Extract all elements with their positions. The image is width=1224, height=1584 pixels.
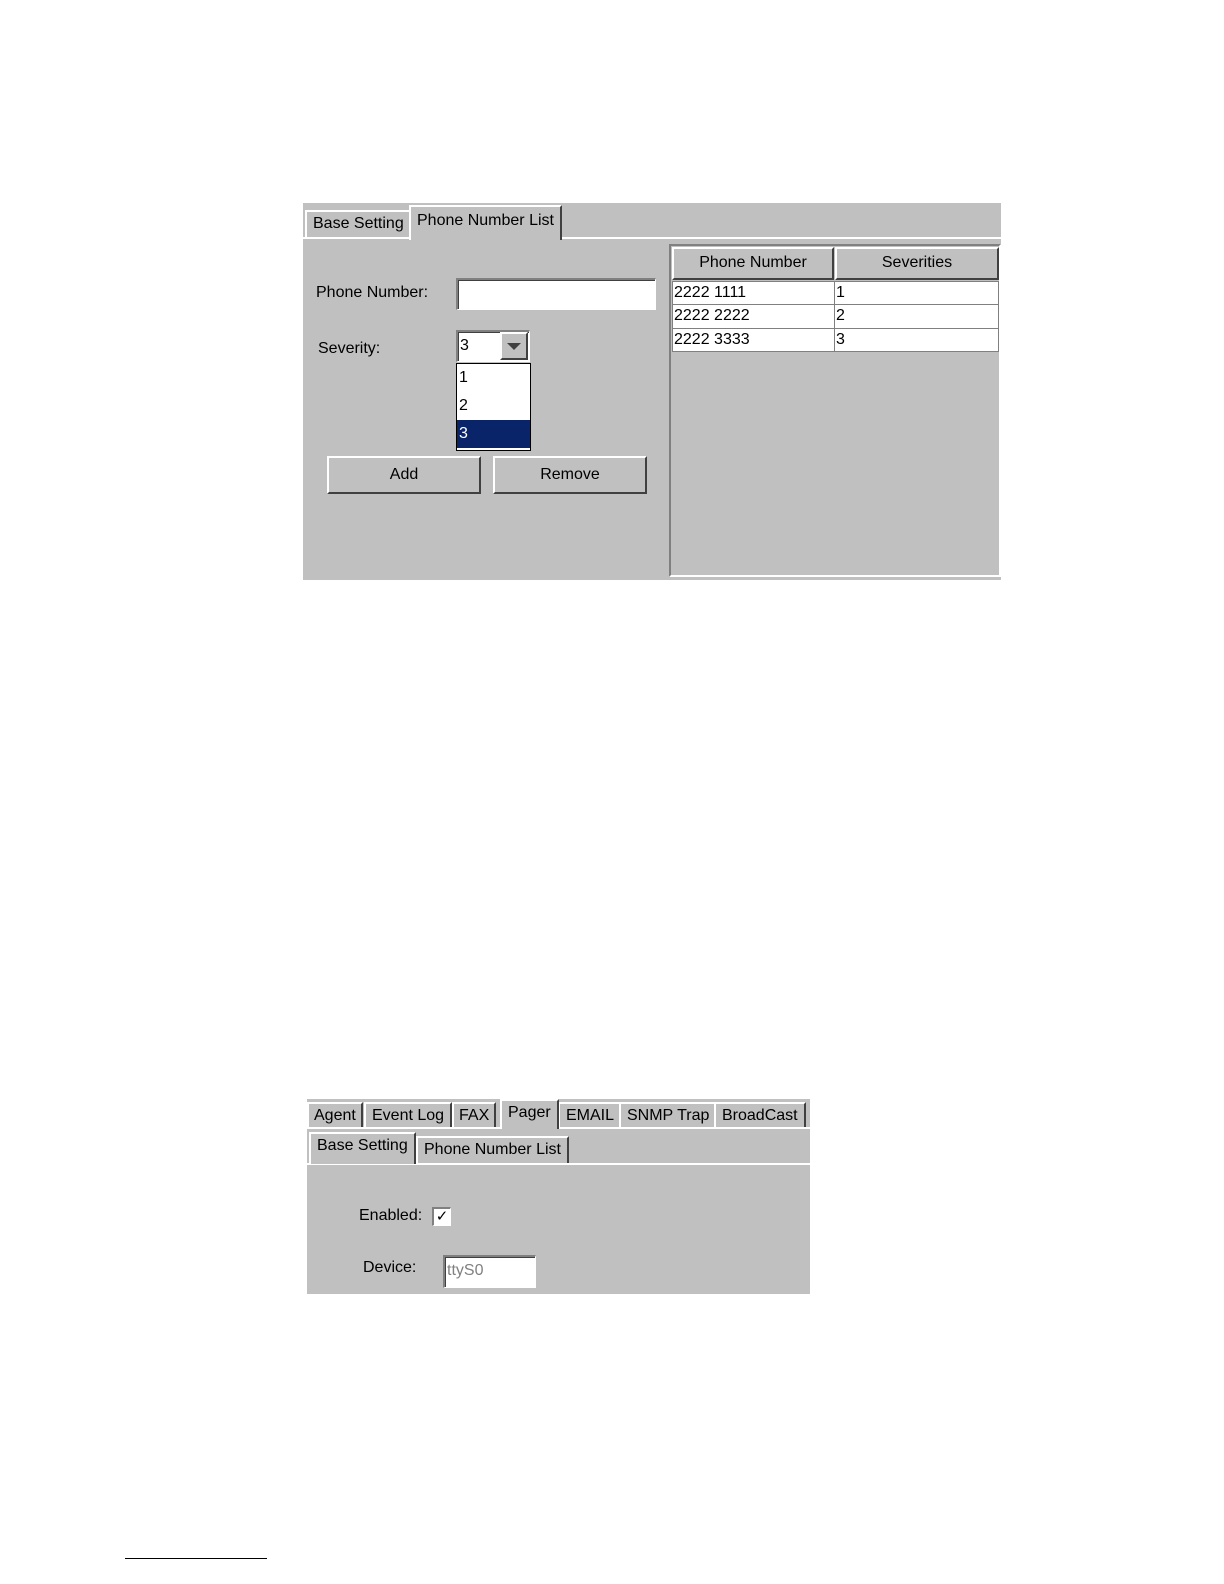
tab-agent[interactable]: Agent [307, 1102, 363, 1128]
table-cell-phone[interactable]: 2222 3333 [672, 328, 835, 352]
add-button[interactable]: Add [327, 456, 481, 494]
tab-email[interactable]: EMAIL [558, 1102, 622, 1128]
tab-base-setting[interactable]: Base Setting [309, 1132, 416, 1164]
severity-dropdown-list [456, 363, 531, 451]
severity-option-3[interactable]: 3 [457, 420, 530, 448]
phone-number-label: Phone Number: [316, 284, 429, 301]
tab-pager[interactable]: Pager [500, 1099, 559, 1129]
severity-select[interactable]: 3 [456, 330, 530, 362]
column-header-severities[interactable]: Severities [835, 247, 999, 280]
tab-snmp-trap[interactable]: SNMP Trap [619, 1102, 717, 1128]
tab-event-log[interactable]: Event Log [364, 1102, 452, 1128]
tab-strip-divider [303, 237, 1001, 239]
device-label: Device: [363, 1259, 417, 1276]
severity-option-2[interactable]: 2 [459, 397, 468, 414]
table-cell-severity[interactable]: 2 [834, 304, 999, 329]
phone-list-panel [303, 203, 1001, 580]
device-input[interactable]: ttyS0 [443, 1255, 536, 1288]
phone-number-input[interactable] [456, 278, 656, 310]
table-cell-severity[interactable]: 3 [834, 328, 999, 352]
table-cell-phone[interactable]: 2222 1111 [672, 281, 835, 305]
severity-option-1[interactable]: 1 [459, 369, 468, 386]
tab-broadcast[interactable]: BroadCast [714, 1102, 806, 1128]
severity-label: Severity: [318, 340, 381, 357]
table-cell-severity[interactable]: 1 [834, 281, 999, 305]
table-cell-phone[interactable]: 2222 2222 [672, 304, 835, 329]
remove-button[interactable]: Remove [493, 456, 647, 494]
tab-base-setting[interactable]: Base Setting [305, 210, 412, 238]
enabled-label: Enabled: [359, 1207, 423, 1224]
column-header-phone-number[interactable]: Phone Number [672, 247, 834, 280]
tab-phone-number-list[interactable]: Phone Number List [416, 1136, 569, 1164]
chevron-down-icon[interactable] [500, 332, 528, 360]
phone-number-table [669, 244, 1001, 577]
footnote-separator [125, 1558, 267, 1559]
tab-fax[interactable]: FAX [452, 1102, 496, 1128]
tab-phone-number-list[interactable]: Phone Number List [409, 205, 562, 240]
pager-settings-panel [307, 1099, 810, 1294]
enabled-checkbox[interactable]: ✓ [432, 1207, 451, 1226]
